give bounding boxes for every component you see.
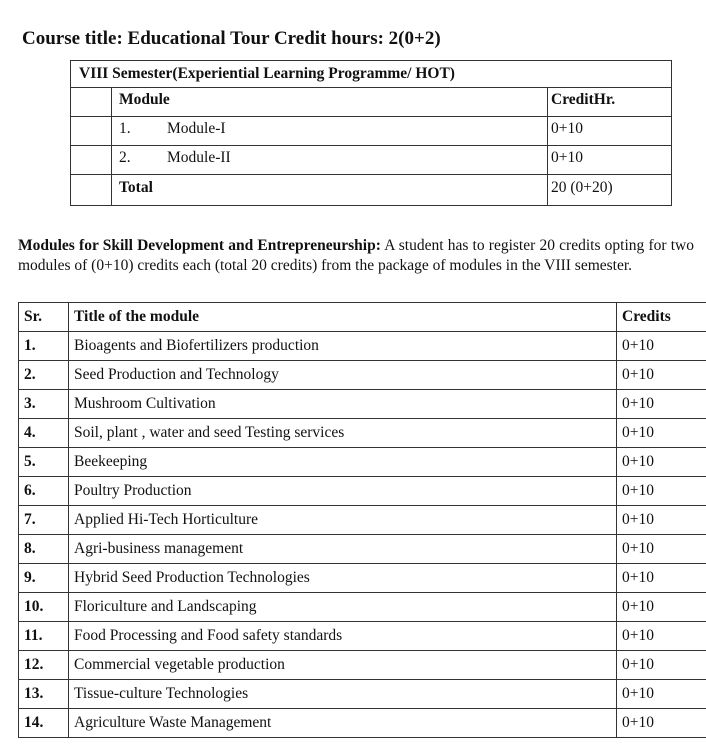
sr-cell: 1. bbox=[19, 332, 69, 361]
credits-cell: 0+10 bbox=[617, 593, 706, 622]
credits-cell: 0+10 bbox=[617, 332, 706, 361]
title-cell: Poultry Production bbox=[69, 477, 617, 506]
credit-header: CreditHr. bbox=[551, 91, 616, 108]
sr-cell: 11. bbox=[19, 622, 69, 651]
rule bbox=[71, 87, 671, 88]
sr-cell: 3. bbox=[19, 390, 69, 419]
total-value: 20 (0+20) bbox=[551, 179, 613, 196]
table-row bbox=[19, 390, 706, 419]
credits-header: Credits bbox=[617, 303, 706, 332]
table-row bbox=[19, 477, 706, 506]
title-cell: Food Processing and Food safety standards bbox=[69, 622, 617, 651]
module-row-no: 1. bbox=[119, 120, 131, 137]
sr-cell: 7. bbox=[19, 506, 69, 535]
title-cell: Agri-business management bbox=[69, 535, 617, 564]
sr-cell: 8. bbox=[19, 535, 69, 564]
title-cell: Mushroom Cultivation bbox=[69, 390, 617, 419]
credits-cell: 0+10 bbox=[617, 448, 706, 477]
rule bbox=[71, 116, 671, 117]
credits-cell: 0+10 bbox=[617, 506, 706, 535]
module-header: Module bbox=[119, 91, 170, 108]
sr-cell: 10. bbox=[19, 593, 69, 622]
rule bbox=[71, 174, 671, 175]
table-row bbox=[19, 593, 706, 622]
credits-cell: 0+10 bbox=[617, 390, 706, 419]
sr-cell: 14. bbox=[19, 709, 69, 738]
table-row bbox=[19, 361, 706, 390]
paragraph-heading: Modules for Skill Development and Entrepreneurship: bbox=[18, 237, 381, 254]
module-row-name: Module-I bbox=[167, 120, 226, 137]
rule bbox=[547, 87, 548, 205]
paragraph-text: A student has to register 20 credits opting for two modules of (0+10) credits each (total 20 credits) from the package of modules in the VIII semester. bbox=[18, 237, 694, 274]
sr-cell: 13. bbox=[19, 680, 69, 709]
title-cell: Beekeeping bbox=[69, 448, 617, 477]
sr-cell: 12. bbox=[19, 651, 69, 680]
sr-cell: 5. bbox=[19, 448, 69, 477]
table-row bbox=[19, 680, 706, 709]
module-row-credit: 0+10 bbox=[551, 120, 583, 137]
credits-cell: 0+10 bbox=[617, 622, 706, 651]
table-header-row bbox=[19, 303, 706, 332]
table-row bbox=[19, 709, 706, 738]
table-row bbox=[19, 506, 706, 535]
skill-modules-table bbox=[18, 302, 706, 738]
credits-cell: 0+10 bbox=[617, 680, 706, 709]
credits-cell: 0+10 bbox=[617, 564, 706, 593]
module-row-name: Module-II bbox=[167, 149, 231, 166]
title-cell: Seed Production and Technology bbox=[69, 361, 617, 390]
title-cell: Agriculture Waste Management bbox=[69, 709, 617, 738]
credits-cell: 0+10 bbox=[617, 361, 706, 390]
sr-header: Sr. bbox=[19, 303, 69, 332]
table-row bbox=[19, 419, 706, 448]
table-row bbox=[19, 651, 706, 680]
title-cell: Hybrid Seed Production Technologies bbox=[69, 564, 617, 593]
skill-table-body bbox=[19, 332, 706, 738]
semester-heading: VIII Semester(Experiential Learning Programme/ HOT) bbox=[79, 65, 455, 82]
sr-cell: 9. bbox=[19, 564, 69, 593]
title-cell: Soil, plant , water and seed Testing services bbox=[69, 419, 617, 448]
rule bbox=[71, 145, 671, 146]
module-row-credit: 0+10 bbox=[551, 149, 583, 166]
title-cell: Commercial vegetable production bbox=[69, 651, 617, 680]
title-cell: Applied Hi-Tech Horticulture bbox=[69, 506, 617, 535]
semester-table bbox=[70, 60, 672, 206]
table-row bbox=[19, 448, 706, 477]
credits-cell: 0+10 bbox=[617, 419, 706, 448]
course-title: Course title: Educational Tour Credit hours: 2(0+2) bbox=[22, 28, 441, 49]
credits-cell: 0+10 bbox=[617, 477, 706, 506]
table-row bbox=[19, 564, 706, 593]
sr-cell: 6. bbox=[19, 477, 69, 506]
title-cell: Bioagents and Biofertilizers production bbox=[69, 332, 617, 361]
sr-cell: 2. bbox=[19, 361, 69, 390]
title-cell: Tissue-culture Technologies bbox=[69, 680, 617, 709]
rule bbox=[111, 87, 112, 205]
credits-cell: 0+10 bbox=[617, 535, 706, 564]
table-row bbox=[19, 332, 706, 361]
credits-cell: 0+10 bbox=[617, 651, 706, 680]
title-cell: Floriculture and Landscaping bbox=[69, 593, 617, 622]
total-label: Total bbox=[119, 179, 153, 196]
module-row-no: 2. bbox=[119, 149, 131, 166]
credits-cell: 0+10 bbox=[617, 709, 706, 738]
title-header: Title of the module bbox=[69, 303, 617, 332]
skill-paragraph bbox=[18, 236, 694, 276]
table-row bbox=[19, 535, 706, 564]
sr-cell: 4. bbox=[19, 419, 69, 448]
table-row bbox=[19, 622, 706, 651]
